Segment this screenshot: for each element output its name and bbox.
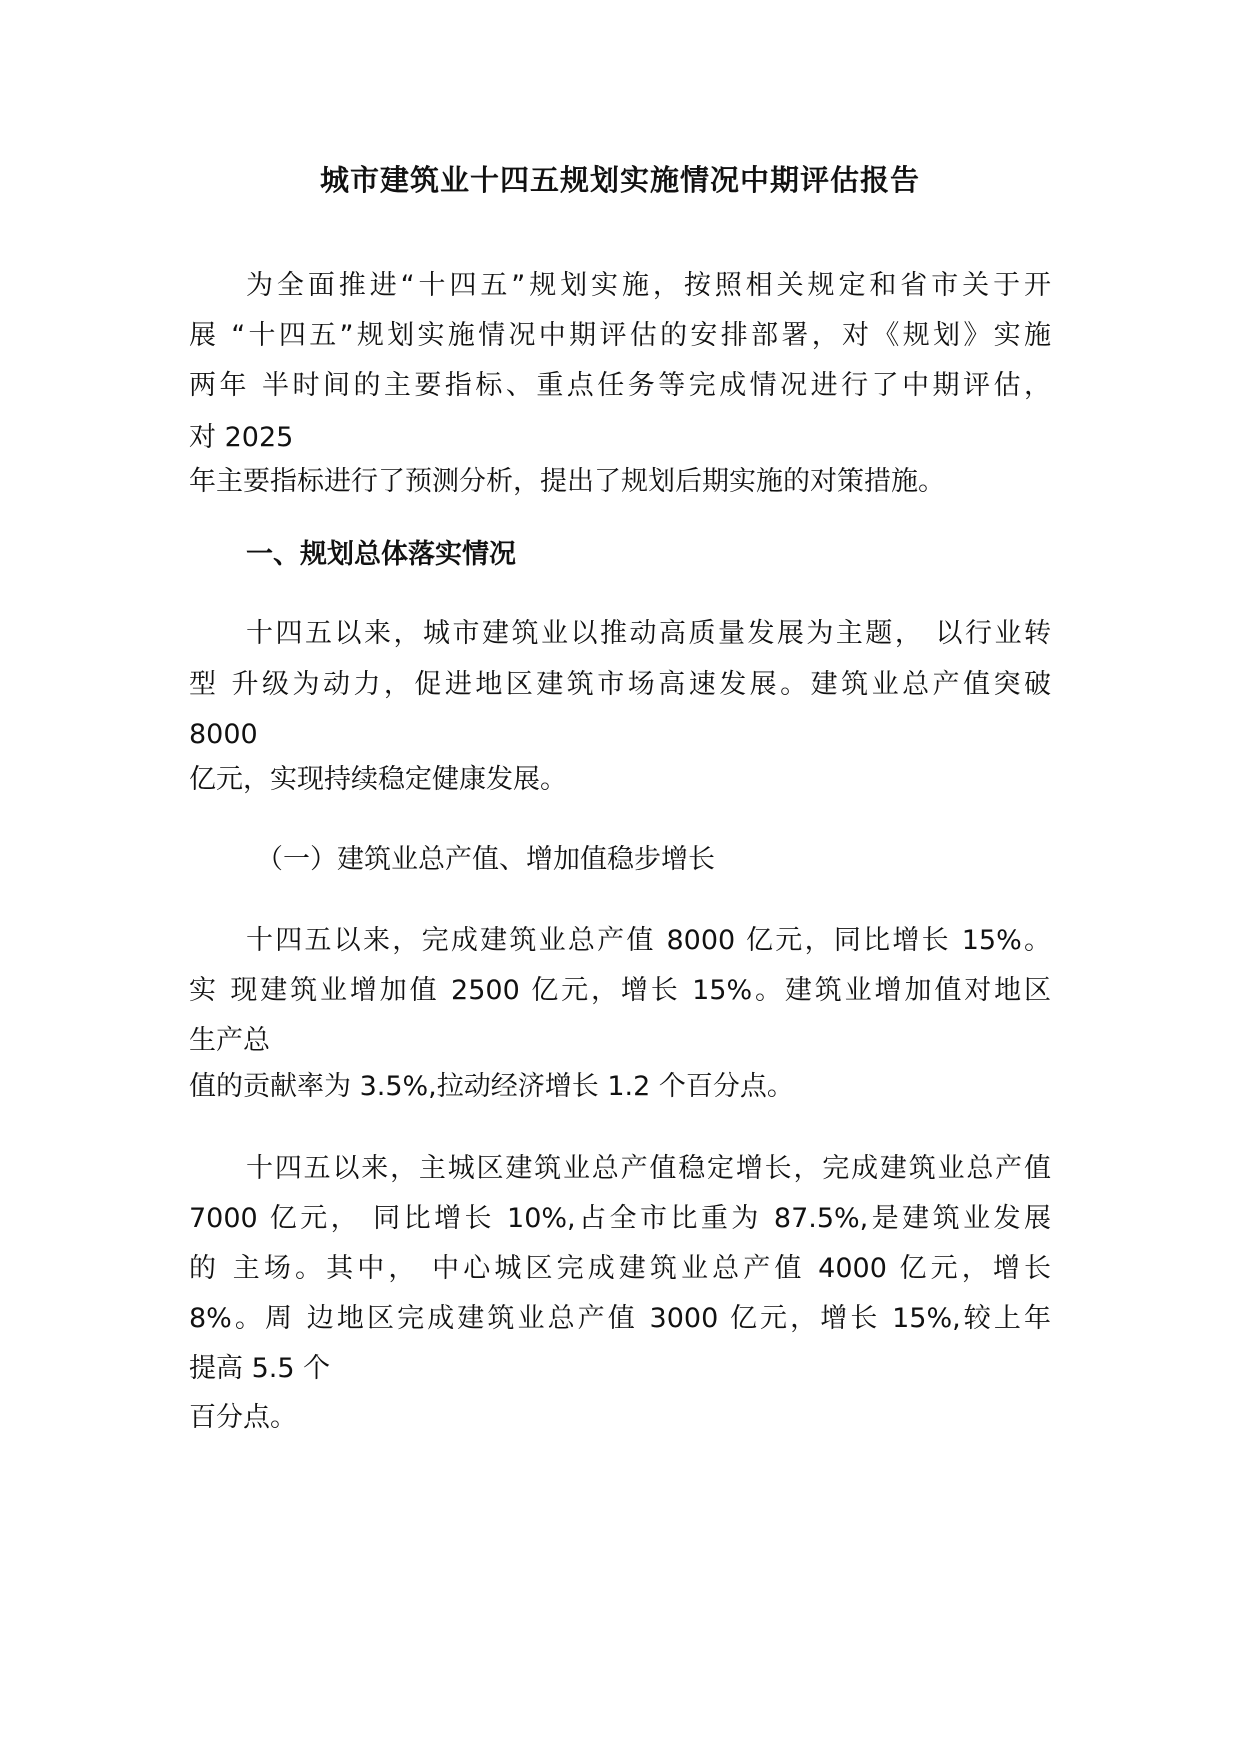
para3-line-3: 的 主场。其中， 中心城区完成建筑业总产值 4000 亿元，增长 bbox=[189, 1253, 1051, 1284]
para2-line-4: 值的贡献率为 3.5%,拉动经济增长 1.2 个百分点。 bbox=[189, 1071, 794, 1102]
intro-line-3: 两年 半时间的主要指标、重点任务等完成情况进行了中期评估， bbox=[189, 370, 1051, 401]
section-heading: 一、规划总体落实情况 bbox=[246, 539, 516, 570]
para2-line-3: 生产总 bbox=[189, 1025, 270, 1056]
para1-line-1: 十四五以来，城市建筑业以推动高质量发展为主题， 以行业转 bbox=[246, 618, 1051, 649]
para3-line-2: 7000 亿元， 同比增长 10%,占全市比重为 87.5%,是建筑业发展 bbox=[189, 1203, 1051, 1234]
intro-line-2: 展 “十四五”规划实施情况中期评估的安排部署，对《规划》实施 bbox=[189, 320, 1051, 351]
intro-line-4: 对 2025 bbox=[189, 422, 294, 453]
para1-line-2: 型 升级为动力，促进地区建筑市场高速发展。建筑业总产值突破 bbox=[189, 669, 1051, 700]
para3-line-6: 百分点。 bbox=[189, 1402, 297, 1433]
para1-line-4: 亿元，实现持续稳定健康发展。 bbox=[189, 764, 567, 795]
intro-line-5: 年主要指标进行了预测分析，提出了规划后期实施的对策措施。 bbox=[189, 466, 945, 497]
para3-line-1: 十四五以来，主城区建筑业总产值稳定增长，完成建筑业总产值 bbox=[246, 1153, 1051, 1184]
intro-line-1: 为全面推进“十四五”规划实施，按照相关规定和省市关于开 bbox=[246, 270, 1051, 301]
document-title: 城市建筑业十四五规划实施情况中期评估报告 bbox=[319, 163, 920, 197]
subsection-heading: （一）建筑业总产值、增加值稳步增长 bbox=[256, 844, 715, 875]
para2-line-1: 十四五以来，完成建筑业总产值 8000 亿元，同比增长 15%。 bbox=[246, 925, 1051, 956]
para2-line-2: 实 现建筑业增加值 2500 亿元，增长 15%。建筑业增加值对地区 bbox=[189, 975, 1051, 1006]
para3-line-4: 8%。周 边地区完成建筑业总产值 3000 亿元，增长 15%,较上年 bbox=[189, 1303, 1051, 1334]
para1-line-3: 8000 bbox=[189, 719, 258, 750]
para3-line-5: 提高 5.5 个 bbox=[189, 1353, 331, 1384]
